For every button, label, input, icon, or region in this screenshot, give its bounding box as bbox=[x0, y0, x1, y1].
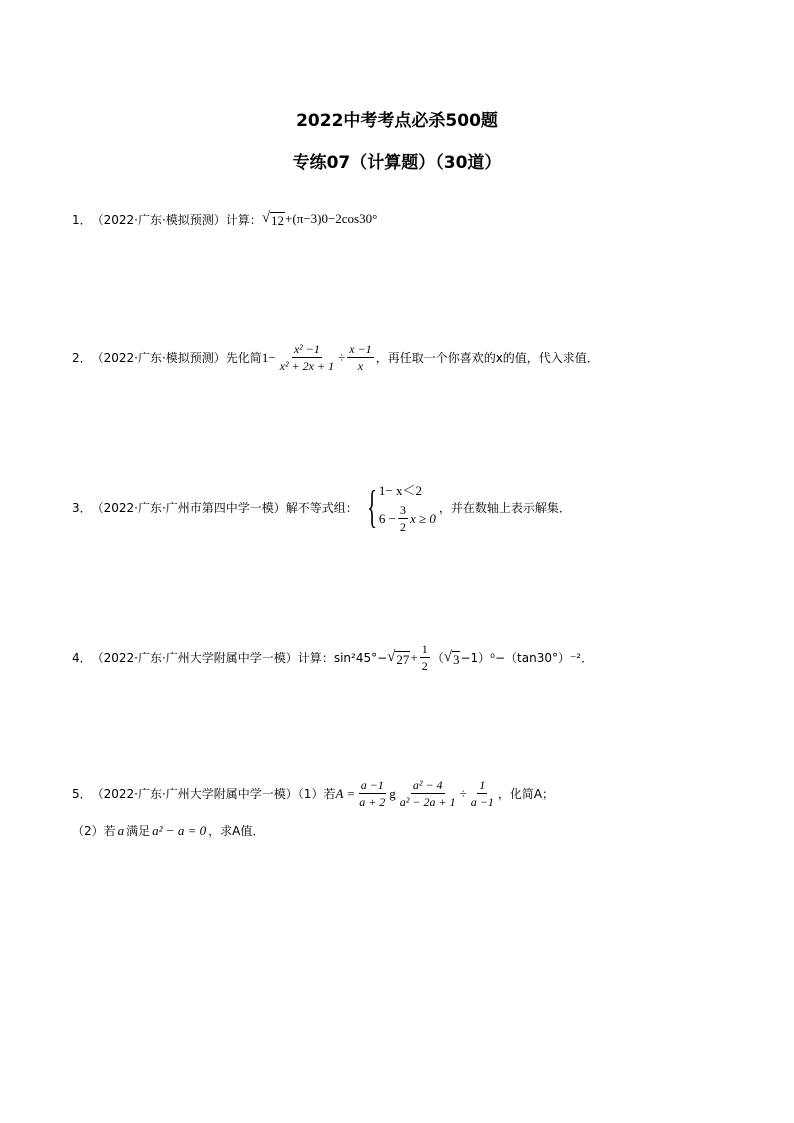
question-number: 2． bbox=[72, 351, 92, 365]
math-text: −2cos30° bbox=[327, 211, 378, 226]
inequality-system: { 1− x＜2 6 − $\frac{3}{2}$ x ≥ 0 bbox=[366, 481, 436, 534]
question-source: （2022·广东·广州大学附属中学一模）计算： bbox=[91, 651, 334, 665]
question-number: 4． bbox=[72, 651, 92, 665]
fraction: $\frac{a -1}{a + 2}$ bbox=[359, 778, 386, 809]
math-text: （ bbox=[431, 651, 444, 665]
question-number: 5． bbox=[72, 787, 92, 801]
math-text: + bbox=[410, 649, 418, 665]
question-number: 3． bbox=[72, 500, 92, 515]
fraction: $\frac{\text{a² − 4}}{\text{a² − 2a + 1}}$ bbox=[399, 778, 456, 809]
question-4 bbox=[72, 642, 593, 673]
math-exponent: 0 bbox=[321, 211, 328, 226]
inequality-row: 1− x＜2 bbox=[378, 483, 422, 498]
page-title: 2022中考考点必杀500题 bbox=[296, 111, 498, 131]
question-text: （2）若 bbox=[72, 824, 116, 838]
math-text: sin²45°− bbox=[333, 650, 388, 665]
question-source: （2022·广东·广州市第四中学一模）解不等式组： bbox=[91, 500, 358, 515]
question-tail: ，再任取一个你喜欢的x的值，代入求值． bbox=[375, 351, 599, 365]
question-source: （2022·广东·模拟预测）先化简 bbox=[91, 351, 262, 365]
question-text: 满足 bbox=[126, 824, 151, 838]
question-5-part-2 bbox=[72, 822, 264, 839]
sqrt-expression: √ 3 bbox=[443, 648, 460, 667]
fraction: $\frac{1}{2}$ bbox=[421, 642, 428, 673]
math-text: ÷ bbox=[338, 349, 346, 365]
page-subtitle: 专练07（计算题）（30道） bbox=[292, 153, 502, 173]
sqrt-expression: √ 12 bbox=[261, 210, 285, 228]
question-text: ，求A值． bbox=[208, 824, 265, 838]
math-text: a² − a = 0 bbox=[152, 822, 207, 838]
question-5 bbox=[72, 778, 554, 809]
question-2 bbox=[72, 342, 599, 373]
question-tail: ，并在数轴上表示解集． bbox=[438, 500, 571, 515]
question-3 bbox=[72, 480, 571, 534]
question-1 bbox=[72, 210, 377, 228]
math-text: (π−3) bbox=[292, 211, 322, 226]
math-text: 1− bbox=[261, 349, 276, 365]
question-number: 1． bbox=[72, 212, 92, 227]
inequality-row: 6 − $\frac{3}{2}$ x ≥ 0 bbox=[378, 503, 436, 534]
fraction: $\frac{1}{a -1}$ bbox=[470, 778, 494, 809]
fraction: $\frac{x -1}{x}$ bbox=[349, 342, 372, 373]
math-text: + bbox=[285, 211, 293, 226]
math-text: g bbox=[389, 785, 396, 801]
math-text: A = bbox=[335, 785, 356, 801]
sqrt-expression: √ 27 bbox=[387, 648, 410, 667]
math-text: −1）⁰−（tan30°）⁻²． bbox=[460, 651, 594, 665]
question-source: （2022·广东·模拟预测）计算： bbox=[91, 212, 262, 227]
fraction: $\frac{\text{x² −1}}{\text{x² + 2x + 1}}$ bbox=[279, 342, 335, 373]
question-source: （2022·广东·广州大学附属中学一模）（1）若 bbox=[91, 787, 336, 801]
math-text: a bbox=[117, 822, 125, 838]
math-text: ÷ bbox=[459, 785, 467, 801]
question-tail: ，化简A； bbox=[497, 787, 555, 801]
